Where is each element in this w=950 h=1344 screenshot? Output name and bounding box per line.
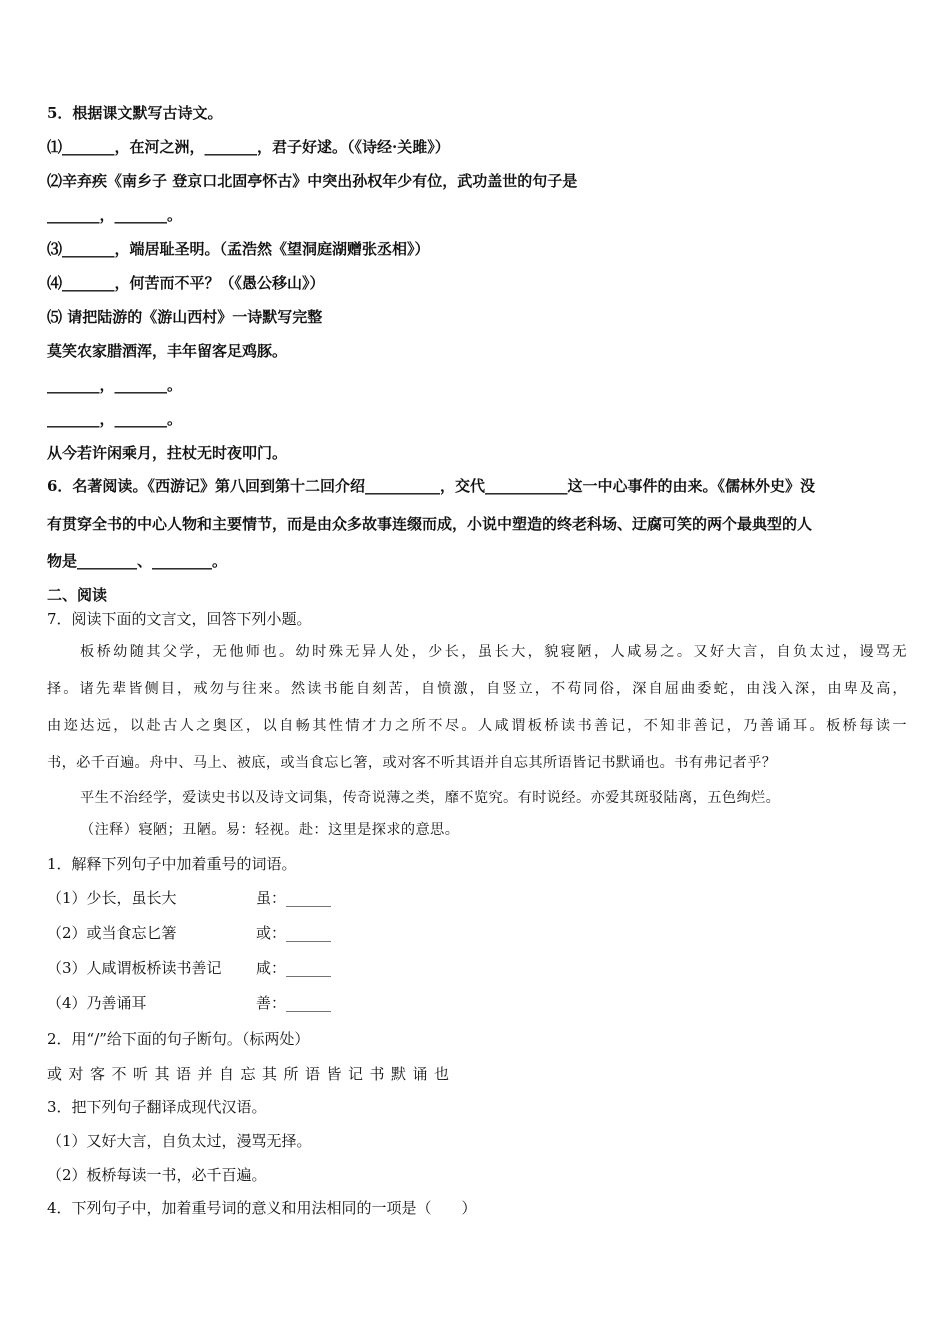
passage-paragraph-2: 平生不治经学，爱读史书以及诗文词集，传奇说薄之类，靡不览究。有时说经。亦爱其斑驳陆离，五色绚烂。 [80, 790, 781, 806]
passage-line: 择。诸先辈皆侧目，戒勿与往来。然读书能自刻苦，自愤激，自竖立，不苟同俗，深自屈曲委蛇，由浅入深，由卑及高， [47, 681, 907, 697]
q5-title: 5．根据课文默写古诗文。 [47, 104, 223, 122]
q5-line-9: _______，_______。 [47, 410, 183, 428]
q5-line-7: 莫笑农家腊酒浑，丰年留客足鸡豚。 [47, 342, 288, 360]
sub1-item-sentence: （1）少长，虽长大 [47, 889, 177, 907]
sub3-line-1: （1）又好大言，自负太过，漫骂无择。 [47, 1132, 312, 1150]
passage-line: 由迩达远，以赴古人之奥区，以自畅其性情才力之所不尽。人咸谓板桥读书善记，不知非善记，乃善诵耳。板桥每读一 [47, 718, 907, 734]
sub2-title: 2．用“/”给下面的句子断句。（标两处） [47, 1030, 310, 1048]
sub1-item-sentence: （3）人咸谓板桥读书善记 [47, 959, 222, 977]
sub1-item-answer: 善：______ [256, 994, 332, 1012]
sub1-title: 1．解释下列句子中加着重号的词语。 [47, 855, 297, 873]
sub1-item-sentence: （2）或当食忘匕箸 [47, 924, 177, 942]
q7-intro: 7．阅读下面的文言文，回答下列小题。 [47, 610, 312, 628]
q6-line-2: 有贯穿全书的中心人物和主要情节，而是由众多故事连缀而成，小说中塑造的终老科场、迂腐可笑的两个最典型的人 [47, 515, 813, 533]
sub2-sentence: 或对客不听其语并自忘其所语皆记书默诵也 [47, 1065, 456, 1083]
passage-line: 书，必千百遍。舟中、马上、被底，或当食忘匕箸，或对客不听其语并自忘其所语皆记书默诵也。书有弗记者乎？ [47, 755, 777, 771]
q5-line-1: ⑴_______，在河之洲，_______，君子好逑。（《诗经·关雎》） [47, 138, 450, 156]
q5-line-8: _______，_______。 [47, 376, 183, 394]
sub4-title: 4．下列句子中，加着重号词的意义和用法相同的一项是（ ） [47, 1199, 477, 1217]
q5-line-2: ⑵辛弃疾《南乡子 登京口北固亭怀古》中突出孙权年少有位，武功盖世的句子是 [47, 172, 578, 190]
sub1-item-answer: 或：______ [256, 924, 332, 942]
q6-line-1: 6．名著阅读。《西游记》第八回到第十二回介绍__________，交代___________这一中心事件的由来。《儒林外史》没 [47, 477, 815, 495]
q6-line-3: 物是________、________。 [47, 552, 228, 570]
sub1-item-answer: 咸：______ [256, 959, 332, 977]
section-heading: 二、阅读 [47, 586, 108, 604]
q5-line-4: ⑶_______，端居耻圣明。（孟浩然《望洞庭湖赠张丞相》） [47, 240, 430, 258]
sub1-item [47, 958, 222, 978]
sub3-title: 3．把下列句子翻译成现代汉语。 [47, 1098, 267, 1116]
sub1-item [47, 923, 177, 943]
sub1-item [47, 993, 147, 1013]
q5-line-10: 从今若许闲乘月，拄杖无时夜叩门。 [47, 444, 288, 462]
passage-note: （注释）寝陋；丑陋。易：轻视。赴：这里是探求的意思。 [80, 822, 460, 838]
sub1-item-sentence: （4）乃善诵耳 [47, 994, 147, 1012]
passage-line: 板桥幼随其父学，无他师也。幼时殊无异人处，少长，虽长大，貌寝陋，人咸易之。又好大言，自负太过，谩骂无 [80, 644, 907, 660]
q5-line-6: ⑸ 请把陆游的《游山西村》一诗默写完整 [47, 308, 323, 326]
sub1-item-answer: 虽：______ [256, 889, 332, 907]
sub1-item [47, 888, 177, 908]
sub3-line-2: （2）板桥每读一书，必千百遍。 [47, 1166, 267, 1184]
q5-line-5: ⑷_______，何苦而不平？（《愚公移山》） [47, 274, 325, 292]
q5-line-3: _______，_______。 [47, 206, 183, 224]
